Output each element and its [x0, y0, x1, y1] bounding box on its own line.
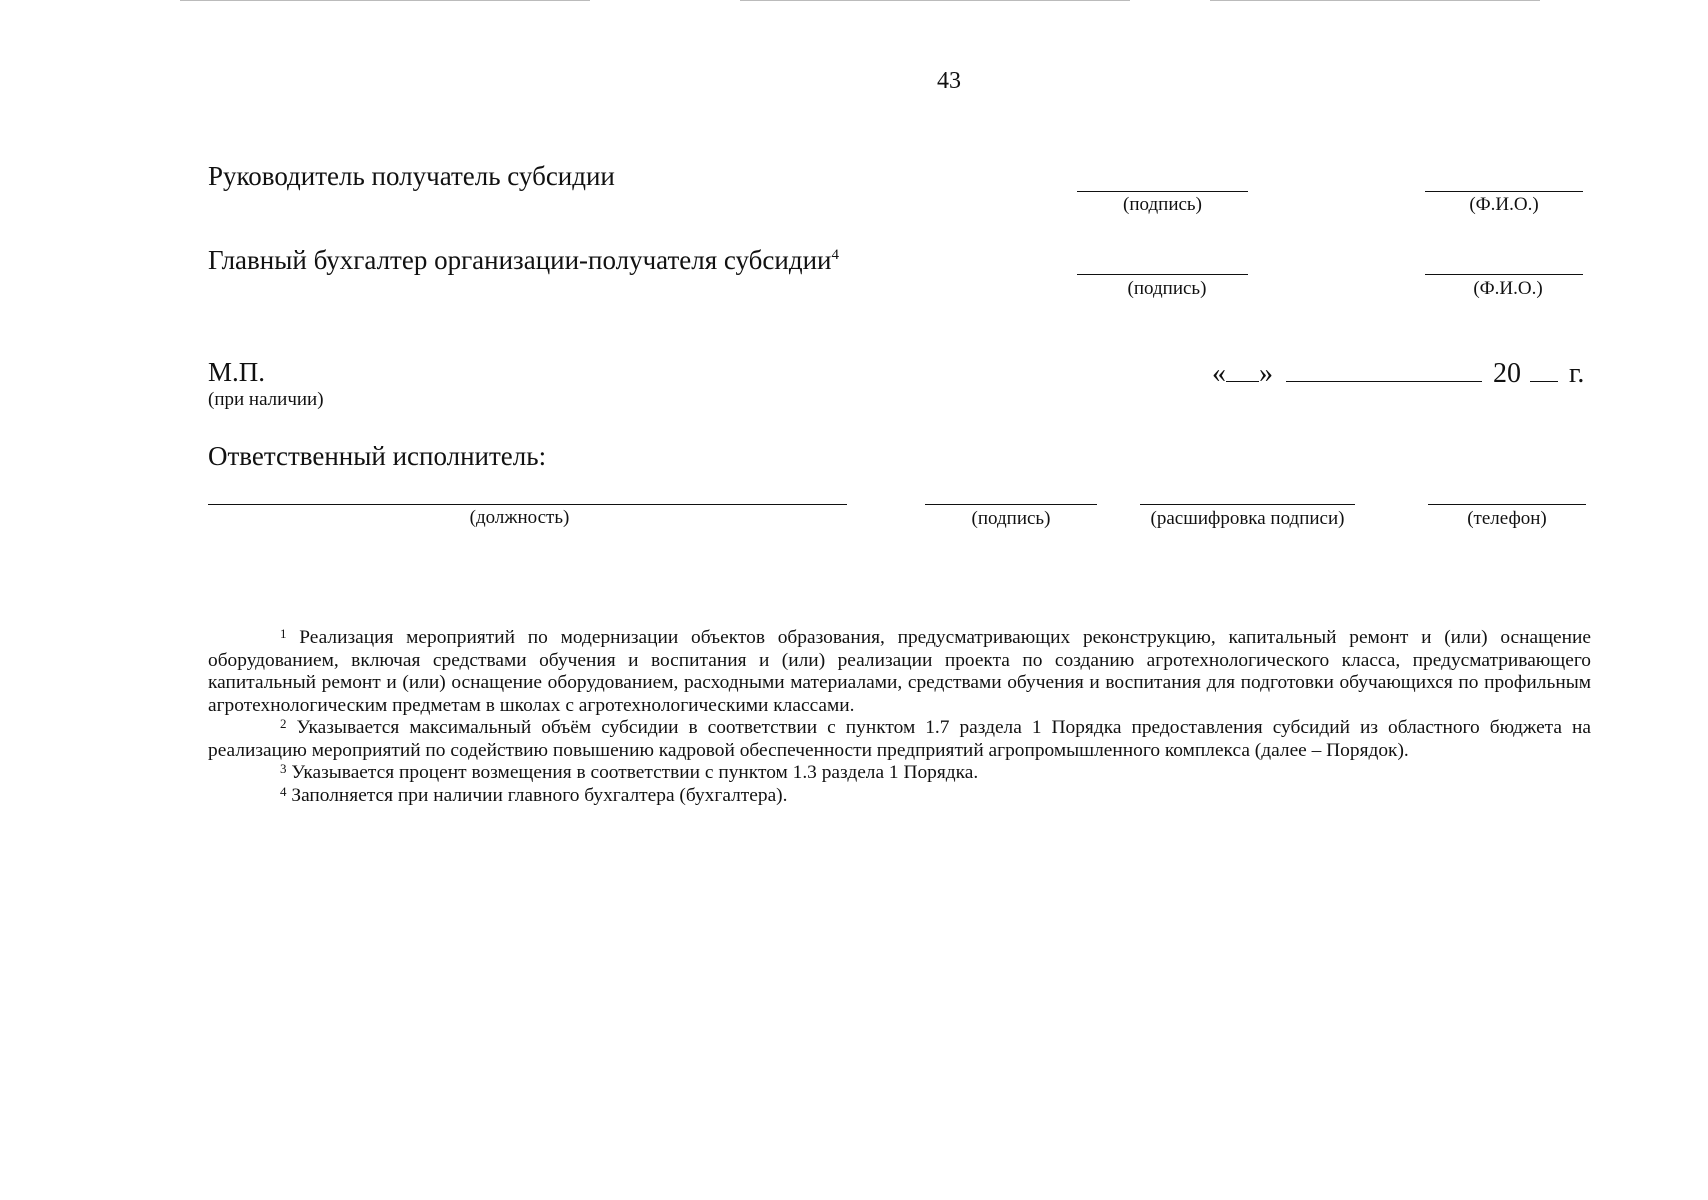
signature-decode-caption: (расшифровка подписи)	[1150, 508, 1345, 529]
stamp-note: (при наличии)	[208, 389, 324, 410]
date-line	[1212, 359, 1584, 389]
day-blank	[1226, 359, 1259, 382]
footnote-mark: 4	[280, 783, 287, 799]
footnotes	[208, 627, 1591, 807]
year-blank	[1530, 359, 1558, 382]
footnote-text: Указывается максимальный объём субсидии в соответствии с пунктом 1.7 раздела 1 Порядка предоставления субсидий из областного бюджета на реализацию мероприятий по содействию повышению кадровой обеспеченности предприятий агропромышленного комплекса (далее – Порядок).	[208, 717, 1591, 761]
scan-edge-mark	[1210, 0, 1540, 1]
phone-caption: (телефон)	[1467, 508, 1547, 529]
footnote	[208, 717, 1591, 762]
phone-line	[1428, 504, 1586, 505]
date-open-quote: «	[1212, 358, 1226, 389]
month-blank	[1286, 359, 1482, 382]
footnote	[208, 627, 1591, 717]
head-name-caption: (Ф.И.О.)	[1469, 194, 1539, 215]
executor-title: Ответственный исполнитель:	[208, 441, 547, 471]
footnote	[208, 762, 1591, 785]
page-number: 43	[937, 68, 961, 94]
date-close-quote: »	[1259, 358, 1273, 389]
scan-edge-mark	[180, 0, 590, 1]
year-prefix: 20	[1493, 358, 1521, 389]
accountant-name-line	[1425, 274, 1583, 275]
position-caption: (должность)	[469, 507, 570, 528]
footnote-mark: 1	[280, 626, 287, 641]
head-signatory-title: Руководитель получатель субсидии	[208, 161, 615, 191]
footnote-mark: 2	[280, 716, 287, 731]
scan-edge-mark	[740, 0, 1130, 1]
head-name-line	[1425, 191, 1583, 192]
accountant-signature-line	[1077, 274, 1248, 275]
year-suffix: г.	[1569, 358, 1585, 389]
accountant-title-text: Главный бухгалтер организации-получателя субсидии	[208, 245, 832, 275]
footnote-mark: 3	[280, 761, 287, 776]
footnote-text: Заполняется при наличии главного бухгалтера (бухгалтера).	[291, 784, 788, 806]
footnote-text: Указывается процент возмещения в соответствии с пунктом 1.3 раздела 1 Порядка.	[291, 762, 979, 783]
head-signature-caption: (подпись)	[1123, 194, 1202, 215]
stamp-label: М.П.	[208, 357, 266, 387]
accountant-footnote-mark: 4	[831, 247, 839, 263]
accountant-signatory-title	[208, 245, 839, 275]
footnote	[208, 785, 1591, 808]
accountant-signature-caption: (подпись)	[1127, 278, 1207, 299]
position-line	[208, 504, 847, 505]
head-signature-line	[1077, 191, 1248, 192]
accountant-name-caption: (Ф.И.О.)	[1473, 278, 1543, 299]
executor-signature-line	[925, 504, 1097, 505]
executor-signature-caption: (подпись)	[971, 508, 1051, 529]
signature-decode-line	[1140, 504, 1355, 505]
footnote-text: Реализация мероприятий по модернизации объектов образования, предусматривающих реконструкцию, капитальный ремонт и (или) оснащение оборудованием, включая средствами обучения и воспитания и (или) реализации проекта по созданию агротехнологического класса, предусматривающего капитальный ремонт и (или) оснащение оборудованием, расходными материалами, средствами обучения и воспитания для подготовки обучающихся по профильным агротехнологическим предметам в школах с агротехнологическими классами.	[208, 627, 1591, 716]
